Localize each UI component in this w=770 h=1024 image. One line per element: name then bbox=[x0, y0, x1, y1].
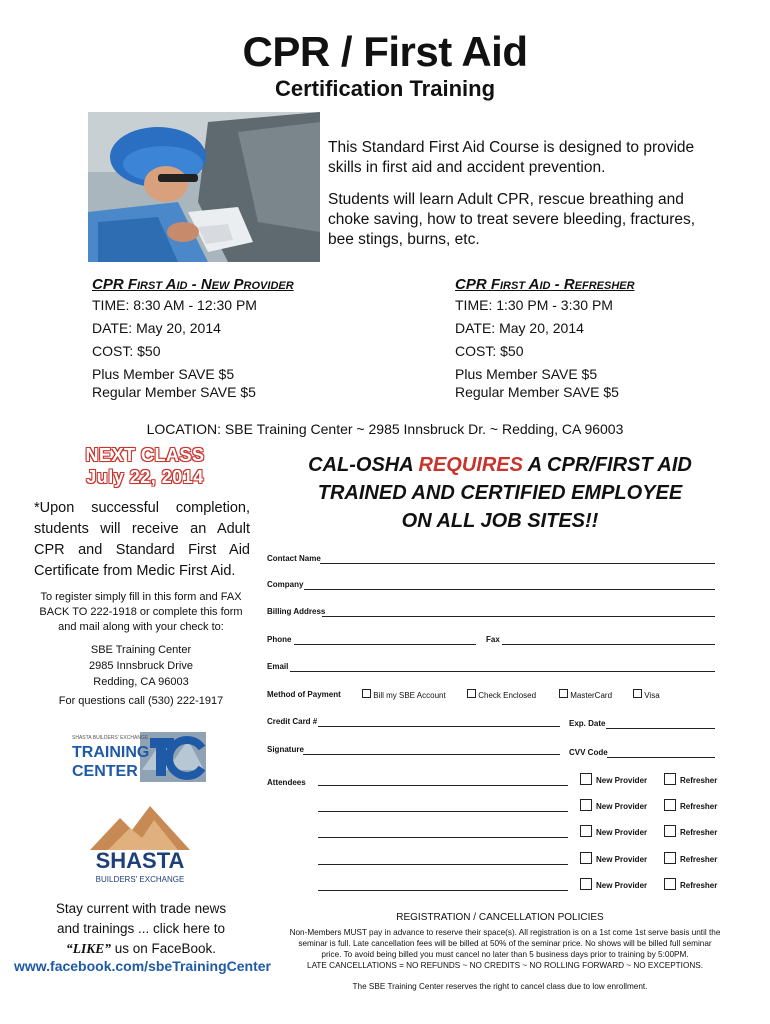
course-regular-discount: Regular Member SAVE $5 bbox=[92, 384, 256, 400]
address-line: SBE Training Center bbox=[90, 644, 192, 656]
new-provider-label: New Provider bbox=[596, 776, 648, 785]
next-class-banner bbox=[40, 444, 250, 488]
credit-card-field[interactable] bbox=[318, 726, 560, 727]
course-plus-discount: Plus Member SAVE $5 bbox=[455, 366, 598, 382]
fax-label: Fax bbox=[486, 635, 500, 644]
refresher-label: Refresher bbox=[680, 802, 718, 811]
billing-address-field[interactable] bbox=[322, 616, 715, 617]
stay-line-2: and trainings ... click here to bbox=[56, 921, 226, 936]
attendee-name-field[interactable] bbox=[318, 785, 568, 786]
course-new-provider bbox=[92, 276, 392, 401]
new-provider-checkbox[interactable] bbox=[580, 852, 592, 864]
facebook-link[interactable]: www.facebook.com/sbeTrainingCenter bbox=[14, 958, 271, 974]
payment-option-label: MasterCard bbox=[570, 691, 613, 700]
refresher-checkbox[interactable] bbox=[664, 878, 676, 890]
sh-logo-sub: BUILDERS' EXCHANGE bbox=[95, 875, 185, 884]
tc-logo-center: CENTER bbox=[72, 763, 138, 780]
attendee-name-field[interactable] bbox=[318, 811, 568, 812]
course-title: CPR First Aid - New Provider bbox=[92, 276, 294, 293]
attendees-label: Attendees bbox=[267, 778, 306, 787]
certificate-note: *Upon successful completion, students will receive an Adult CPR and Standard First Aid Certificate from Medic First Aid. bbox=[34, 500, 250, 579]
tc-logo-small-text: SHASTA BUILDERS' EXCHANGE bbox=[72, 735, 149, 741]
refresher-label: Refresher bbox=[680, 828, 718, 837]
course-description bbox=[328, 138, 708, 262]
cancel-notice: The SBE Training Center reserves the right to cancel class due to low enrollment. bbox=[352, 982, 648, 991]
refresher-checkbox[interactable] bbox=[664, 799, 676, 811]
signature-field[interactable] bbox=[303, 754, 560, 755]
payment-option-label: Visa bbox=[644, 691, 660, 700]
exp-date-label: Exp. Date bbox=[569, 719, 606, 728]
course-time: TIME: 1:30 PM - 3:30 PM bbox=[455, 297, 613, 313]
course-refresher bbox=[455, 276, 755, 401]
new-provider-checkbox[interactable] bbox=[580, 825, 592, 837]
contact-name-label: Contact Name bbox=[267, 554, 321, 563]
course-plus-discount: Plus Member SAVE $5 bbox=[92, 366, 235, 382]
osha-line-3: ON ALL JOB SITES!! bbox=[401, 510, 599, 532]
course-time: TIME: 8:30 AM - 12:30 PM bbox=[92, 297, 257, 313]
stay-line-3 bbox=[30, 939, 252, 959]
cpr-training-photo bbox=[88, 112, 320, 262]
payment-option-sbe-account[interactable] bbox=[362, 689, 446, 700]
new-provider-checkbox[interactable] bbox=[580, 799, 592, 811]
attendee-name-field[interactable] bbox=[318, 864, 568, 865]
like-text: “LIKE” bbox=[65, 941, 111, 956]
phone-field[interactable] bbox=[294, 644, 476, 645]
method-of-payment-label: Method of Payment bbox=[267, 690, 341, 699]
attendee-name-field[interactable] bbox=[318, 837, 568, 838]
signature-label: Signature bbox=[267, 745, 304, 754]
checkbox[interactable] bbox=[559, 689, 568, 698]
payment-option-label: Bill my SBE Account bbox=[373, 691, 446, 700]
contact-name-field[interactable] bbox=[320, 563, 715, 564]
course-title: CPR First Aid - Refresher bbox=[455, 276, 635, 293]
next-class-label: NEXT CLASS bbox=[85, 445, 205, 465]
policy-text bbox=[262, 927, 748, 971]
cal-osha-notice bbox=[262, 451, 738, 535]
refresher-label: Refresher bbox=[680, 881, 718, 890]
credit-card-label: Credit Card # bbox=[267, 717, 318, 726]
osha-line-2: TRAINED AND CERTIFIED EMPLOYEE bbox=[317, 482, 683, 504]
company-label: Company bbox=[267, 580, 304, 589]
checkbox[interactable] bbox=[362, 689, 371, 698]
phone-label: Phone bbox=[267, 635, 292, 644]
fax-field[interactable] bbox=[502, 644, 715, 645]
tc-logo-training: TRAINING bbox=[72, 744, 150, 761]
payment-option-label: Check Enclosed bbox=[478, 691, 537, 700]
osha-line-1a: CAL-OSHA bbox=[308, 454, 419, 476]
course-date: DATE: May 20, 2014 bbox=[92, 320, 221, 336]
intro-paragraph-1: This Standard First Aid Course is designed to provide skills in first aid and accident prevention. bbox=[328, 139, 695, 176]
facebook-cta bbox=[30, 899, 252, 959]
company-field[interactable] bbox=[304, 589, 715, 590]
page-title: CPR / First Aid bbox=[242, 28, 528, 75]
checkbox[interactable] bbox=[467, 689, 476, 698]
email-label: Email bbox=[267, 662, 289, 671]
refresher-checkbox[interactable] bbox=[664, 773, 676, 785]
policy-line: price. To avoid being billed you must cancel no later than 5 business days prior to training by 5:00PM. bbox=[321, 950, 689, 959]
email-field[interactable] bbox=[290, 671, 715, 672]
new-provider-checkbox[interactable] bbox=[580, 773, 592, 785]
stay-line-1: Stay current with trade news bbox=[55, 901, 227, 916]
address-line: Redding, CA 96003 bbox=[93, 676, 189, 688]
payment-option-check[interactable] bbox=[467, 689, 536, 700]
address-line: 2985 Innsbruck Drive bbox=[89, 660, 193, 672]
questions-phone: For questions call (530) 222-1917 bbox=[58, 695, 224, 707]
exp-date-field[interactable] bbox=[606, 728, 715, 729]
stay-line-3-text: us on FaceBook. bbox=[110, 941, 217, 956]
new-provider-label: New Provider bbox=[596, 855, 648, 864]
course-cost: COST: $50 bbox=[455, 343, 524, 359]
page-subtitle: Certification Training bbox=[274, 76, 496, 101]
location-line: LOCATION: SBE Training Center ~ 2985 Innsbruck Dr. ~ Redding, CA 96003 bbox=[146, 421, 624, 437]
next-class-date: July 22, 2014 bbox=[86, 467, 204, 487]
course-regular-discount: Regular Member SAVE $5 bbox=[455, 384, 619, 400]
refresher-checkbox[interactable] bbox=[664, 825, 676, 837]
mailing-address bbox=[30, 642, 252, 690]
policy-line: Non-Members MUST pay in advance to reserve their space(s). All registration is on a 1st come 1st serve basis until the bbox=[289, 928, 721, 937]
refresher-checkbox[interactable] bbox=[664, 852, 676, 864]
payment-option-visa[interactable] bbox=[633, 689, 660, 700]
payment-option-mastercard[interactable] bbox=[559, 689, 612, 700]
shasta-builders-logo bbox=[80, 800, 200, 890]
registration-instructions: To register simply fill in this form and FAX BACK TO 222-1918 or complete this form and mail along with your check to: bbox=[39, 591, 243, 633]
refresher-label: Refresher bbox=[680, 855, 718, 864]
billing-address-label: Billing Address bbox=[267, 607, 326, 616]
new-provider-label: New Provider bbox=[596, 802, 648, 811]
new-provider-checkbox[interactable] bbox=[580, 878, 592, 890]
course-date: DATE: May 20, 2014 bbox=[455, 320, 584, 336]
refresher-label: Refresher bbox=[680, 776, 718, 785]
intro-paragraph-2: Students will learn Adult CPR, rescue breathing and choke saving, how to treat severe bleeding, fractures, bee stings, burns, etc. bbox=[328, 191, 696, 248]
osha-line-1c: A CPR/FIRST AID bbox=[522, 454, 692, 476]
osha-requires: REQUIRES bbox=[418, 454, 523, 476]
course-cost: COST: $50 bbox=[92, 343, 161, 359]
new-provider-label: New Provider bbox=[596, 828, 648, 837]
sh-logo-name: SHASTA bbox=[95, 848, 185, 873]
policy-line: seminar is full. Late cancellation fees will be billed at 50% of the seminar price. No shows will be billed full seminar bbox=[298, 939, 712, 948]
cvv-code-label: CVV Code bbox=[569, 748, 608, 757]
new-provider-label: New Provider bbox=[596, 881, 648, 890]
attendee-name-field[interactable] bbox=[318, 890, 568, 891]
training-center-logo bbox=[70, 730, 210, 784]
policy-heading: REGISTRATION / CANCELLATION POLICIES bbox=[396, 912, 604, 923]
policy-line: LATE CANCELLATIONS = NO REFUNDS ~ NO CREDITS ~ NO ROLLING FORWARD ~ NO EXCEPTIONS. bbox=[307, 961, 703, 970]
checkbox[interactable] bbox=[633, 689, 642, 698]
cvv-code-field[interactable] bbox=[607, 757, 715, 758]
